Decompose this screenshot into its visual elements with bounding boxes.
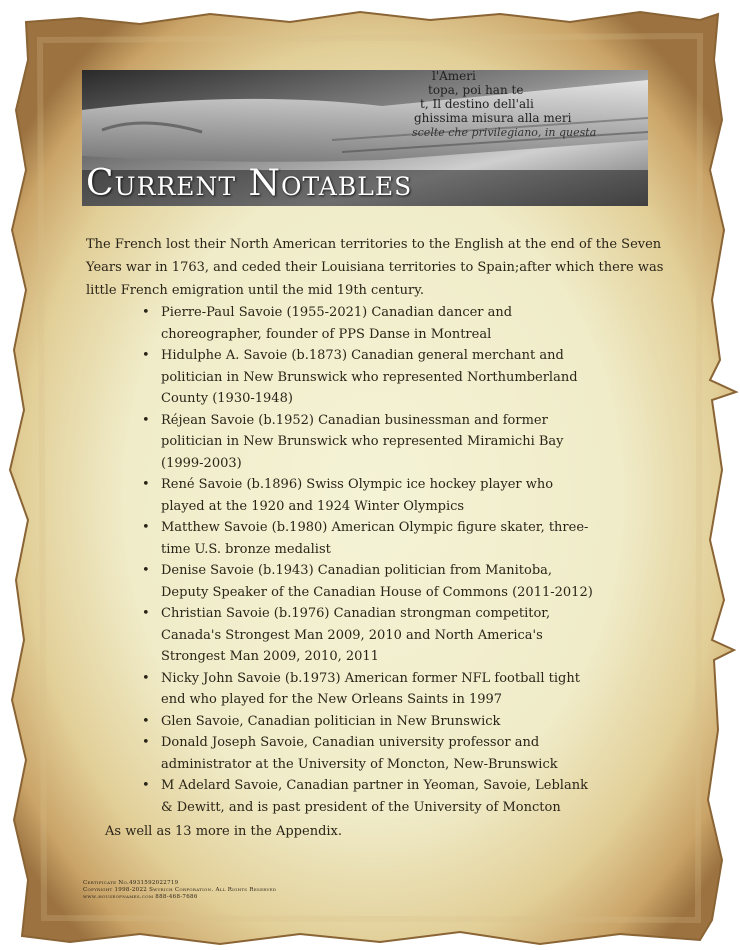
list-item: [142, 732, 597, 775]
website-contact: www.houseofnames.com 888-468-7686: [83, 894, 198, 900]
bullet-icon: •: [142, 348, 150, 363]
appendix-note: As well as 13 more in the Appendix.: [105, 824, 343, 839]
newspaper-line: t, Il destino dell'ali: [420, 97, 534, 111]
list-item: [142, 345, 597, 410]
bullet-icon: •: [142, 606, 150, 621]
list-item: [142, 560, 597, 603]
notable-text: Hidulphe A. Savoie (b.1873) Canadian general merchant and politician in New Brunswick who represented Northumberland County (1930-1948): [161, 348, 578, 406]
bullet-icon: •: [142, 563, 150, 578]
bullet-icon: •: [142, 520, 150, 535]
newspaper-line: topa, poi han te: [428, 83, 524, 97]
header-banner: [82, 70, 648, 206]
notable-text: Glen Savoie, Canadian politician in New Brunswick: [161, 713, 501, 729]
bullet-icon: •: [142, 670, 150, 686]
notables-list: [86, 302, 597, 818]
intro-paragraph: The French lost their North American territories to the English at the end of the Seven Years war in 1763, and ceded their Louisiana territories to Spain;after which there was little French emigration until the mid 19th century.: [86, 237, 664, 298]
bullet-icon: •: [142, 778, 150, 793]
list-item: [142, 603, 597, 668]
newspaper-line: l'Ameri: [432, 70, 476, 83]
notable-text: Donald Joseph Savoie, Canadian university professor and administrator at the University of Moncton, New-Brunswick: [161, 735, 558, 772]
certificate-number: Certificate No.4931592022719: [83, 880, 179, 886]
notable-text: M Adelard Savoie, Canadian partner in Yeoman, Savoie, Leblank & Dewitt, and is past president of the University of Moncton: [161, 778, 588, 815]
bullet-icon: •: [142, 477, 150, 492]
list-item: [142, 410, 597, 475]
bullet-icon: •: [142, 735, 150, 750]
bullet-icon: •: [142, 412, 150, 428]
list-item: [142, 668, 597, 711]
copyright-notice: Copyright 1998-2022 Swyrich Corporation. All Rights Reserved: [83, 887, 277, 893]
bullet-icon: •: [142, 305, 150, 320]
newspaper-text: [412, 70, 648, 140]
notable-text: René Savoie (b.1896) Swiss Olympic ice hockey player who played at the 1920 and 1924 Winter Olympics: [161, 477, 554, 514]
bullet-icon: •: [142, 713, 150, 729]
page-title: Current Notables: [86, 163, 413, 204]
list-item: [142, 711, 597, 733]
notable-text: Christian Savoie (b.1976) Canadian strongman competitor, Canada's Strongest Man 2009, 2010 and North America's Strongest Man 2009, 2010, 2011: [161, 606, 551, 664]
notable-text: Réjean Savoie (b.1952) Canadian businessman and former politician in New Brunswick who represented Miramichi Bay (1999-2003): [161, 412, 564, 471]
list-item: [142, 302, 597, 345]
notable-text: Matthew Savoie (b.1980) American Olympic figure skater, three-time U.S. bronze medalist: [161, 520, 589, 557]
list-item: [142, 517, 597, 560]
list-item: [142, 474, 597, 517]
newspaper-line: ghissima misura alla meri: [414, 111, 572, 125]
notable-text: Pierre-Paul Savoie (1955-2021) Canadian dancer and choreographer, founder of PPS Danse in Montreal: [161, 305, 513, 342]
notables-content: [86, 233, 678, 843]
notable-text: Nicky John Savoie (b.1973) American former NFL football tight end who played for the New Orleans Saints in 1997: [161, 670, 580, 707]
newspaper-line: scelte che privilegiano, in questa: [412, 126, 597, 139]
notable-text: Denise Savoie (b.1943) Canadian politician from Manitoba, Deputy Speaker of the Canadian House of Commons (2011-2012): [161, 563, 593, 600]
list-item: [142, 775, 597, 818]
certificate-footer: [83, 880, 276, 901]
